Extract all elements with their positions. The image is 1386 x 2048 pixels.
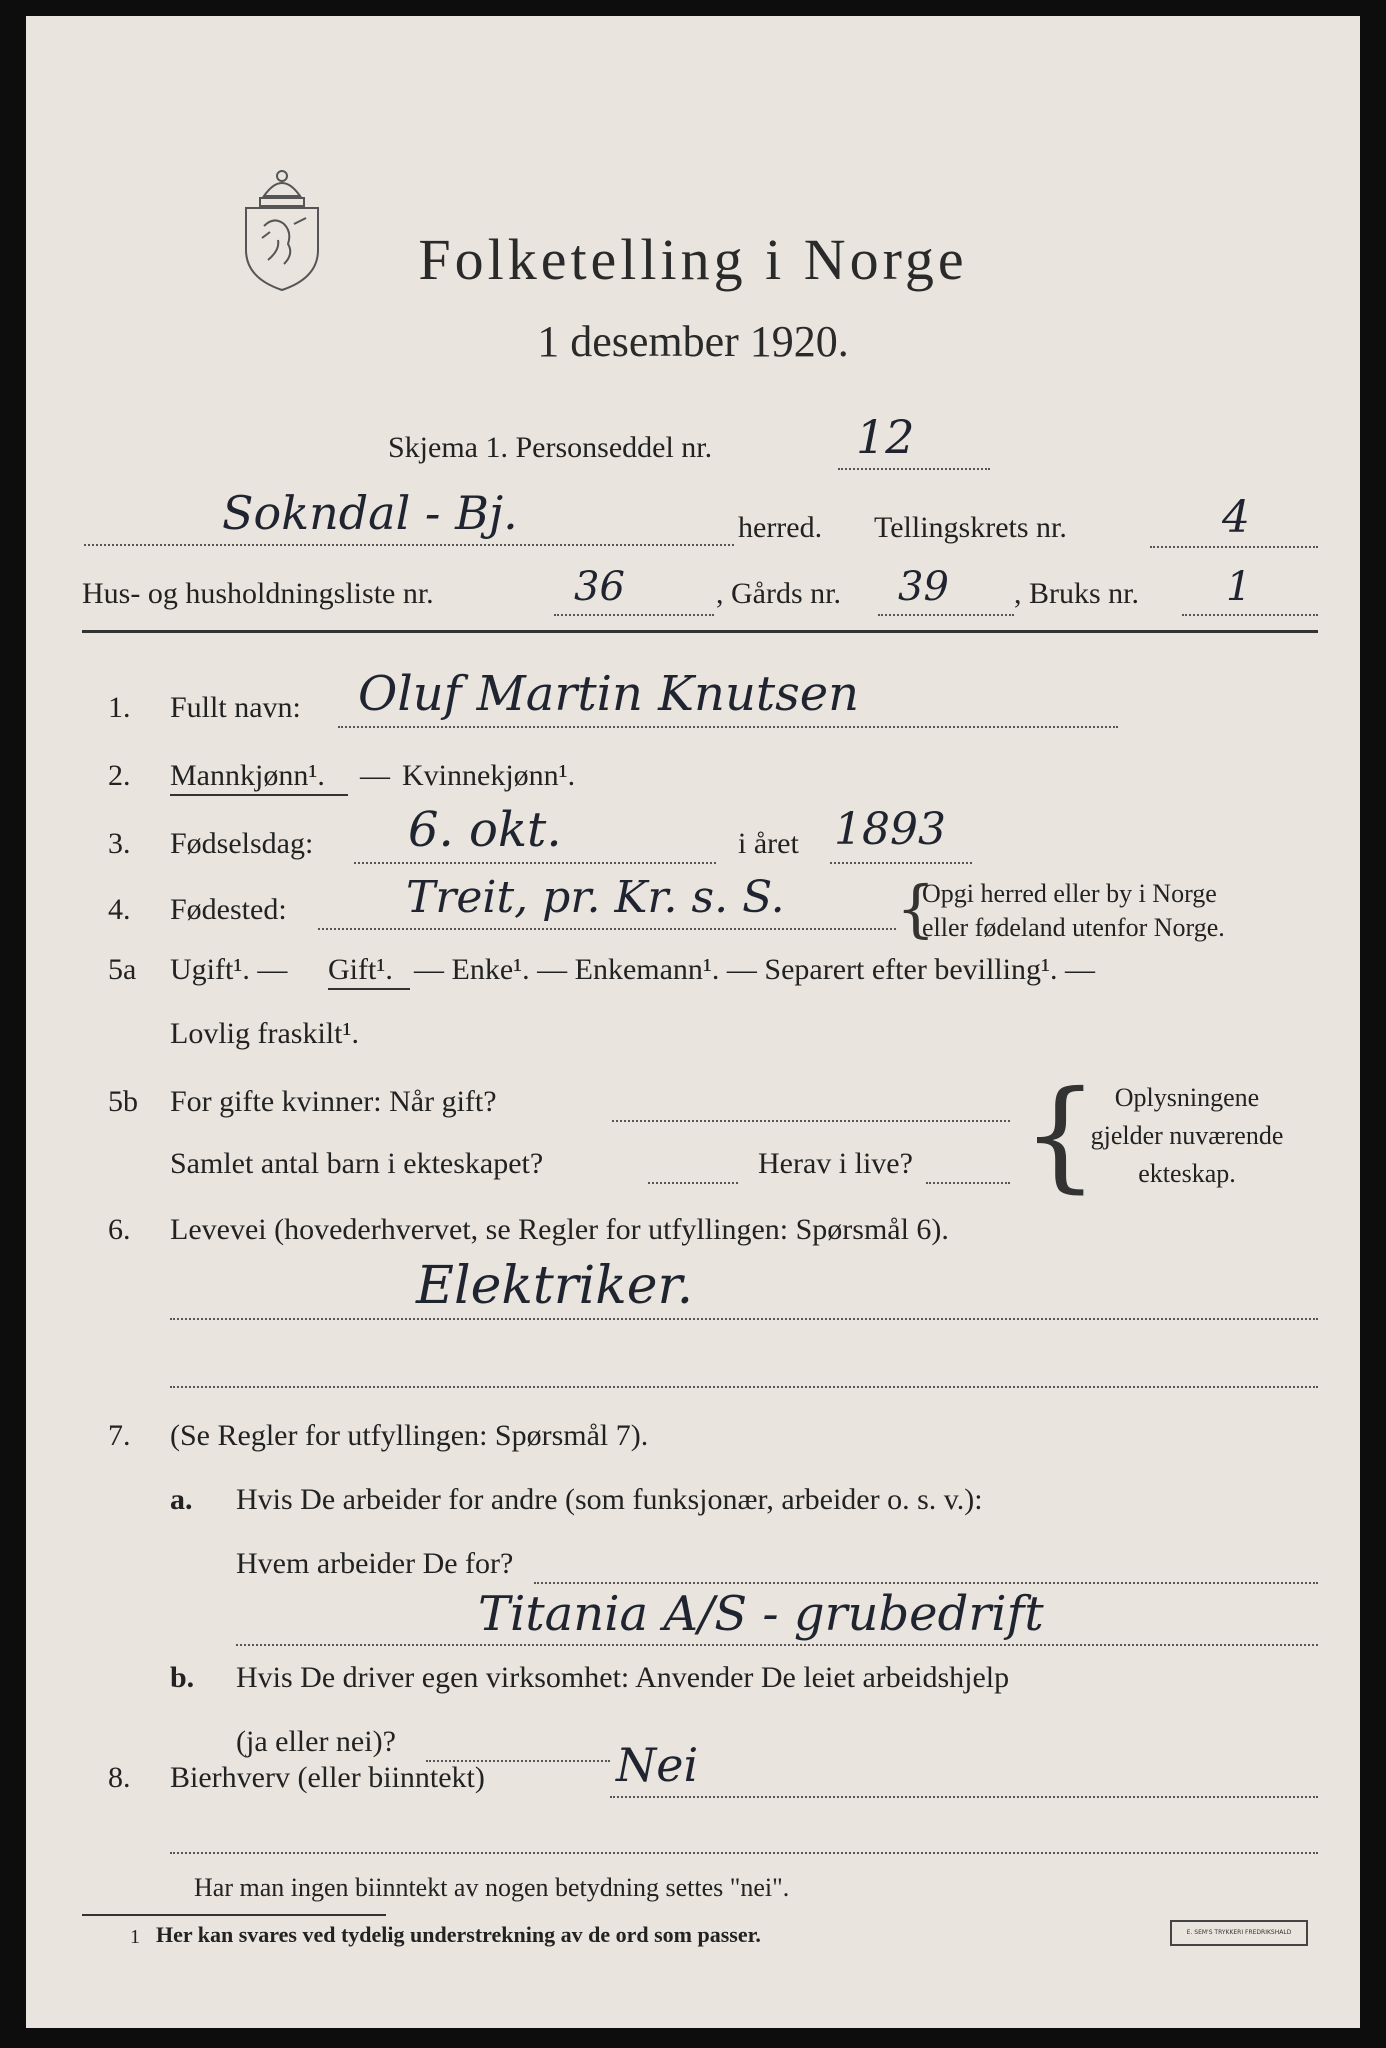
employer-value: Titania A/S - grubedrift <box>478 1586 1044 1642</box>
form-date: 1 desember 1920. <box>537 317 849 366</box>
bruks-line <box>1182 614 1318 616</box>
hus-line <box>554 614 714 616</box>
tellingskrets-value: 4 <box>1222 492 1250 543</box>
q5a-number: 5a <box>108 953 137 986</box>
q7b-question: (ja eller nei)? <box>236 1725 396 1758</box>
tellingskrets-label: Tellingskrets nr. <box>874 511 1067 544</box>
q8-number: 8. <box>108 1761 131 1794</box>
q5b-alive-label: Herav i live? <box>758 1147 913 1180</box>
q4-note-line2: eller fødeland utenfor Norge. <box>922 913 1225 942</box>
q1-line <box>338 726 1118 728</box>
q5b-children-line <box>648 1182 738 1184</box>
q7a-who-label: Hvem arbeider De for? <box>236 1547 514 1580</box>
footnote-marker: 1 <box>130 1926 140 1948</box>
male-option: Mannkjønn¹. <box>170 759 325 792</box>
year-label: i året <box>738 827 799 860</box>
municipality-line <box>84 544 734 546</box>
q1-label: Fullt navn: <box>170 691 301 724</box>
census-form-sheet <box>26 16 1360 2028</box>
male-underline <box>170 794 348 796</box>
q5a-other-options: — Enke¹. — Enkemann¹. — Separert efter bevilling¹. — <box>414 953 1095 986</box>
gards-value: 39 <box>898 564 949 610</box>
footnote-rule <box>82 1914 386 1916</box>
occupation-value: Elektriker. <box>416 1256 694 1316</box>
full-name-value: Oluf Martin Knutsen <box>358 666 860 722</box>
q5b-number: 5b <box>108 1085 138 1118</box>
municipality-value: Sokndal - Bj. <box>222 486 518 540</box>
q8-line2 <box>170 1852 1318 1854</box>
q3-label: Fødselsdag: <box>170 827 314 860</box>
q3-line <box>354 862 716 864</box>
gards-label: , Gårds nr. <box>716 577 841 610</box>
printer-stamp <box>1170 1920 1308 1946</box>
q6-line2 <box>170 1386 1318 1388</box>
q5b-married-when: For gifte kvinner: Når gift? <box>170 1085 497 1118</box>
q4-note-line1: Opgi herred eller by i Norge <box>922 879 1217 908</box>
q4-brace: { <box>896 872 936 945</box>
ugift-option: Ugift¹. — <box>170 953 288 986</box>
q3-number: 3. <box>108 827 131 860</box>
q2-separator: — <box>360 759 390 792</box>
side-income-value: Nei <box>616 1738 699 1792</box>
q5b-children-label: Samlet antal barn i ekteskapet? <box>170 1147 544 1180</box>
gift-option: Gift¹. <box>328 953 393 986</box>
tellingskrets-line <box>1150 546 1318 548</box>
gift-underline <box>328 988 410 990</box>
personseddel-label: Skjema 1. Personseddel nr. <box>388 431 713 464</box>
q7a-letter: a. <box>170 1483 193 1516</box>
gards-line <box>878 614 1014 616</box>
q6-line1 <box>170 1318 1318 1320</box>
q5b-line1 <box>612 1120 1010 1122</box>
bruks-label: , Bruks nr. <box>1014 577 1140 610</box>
birthplace-value: Treit, pr. Kr. s. S. <box>406 872 785 923</box>
herred-label: herred. <box>738 511 823 544</box>
hus-value: 36 <box>574 564 625 610</box>
q2-number: 2. <box>108 759 131 792</box>
q5b-brace: { <box>1022 1066 1099 1205</box>
q8-label: Bierhverv (eller biinntekt) <box>170 1761 485 1794</box>
q7a-who-line1 <box>534 1582 1318 1584</box>
year-line <box>830 862 972 864</box>
form-title: Folketelling i Norge <box>418 227 968 292</box>
lovlig-fraskilt-option: Lovlig fraskilt¹. <box>170 1017 359 1050</box>
q7a-text: Hvis De arbeider for andre (som funksjonær, arbeider o. s. v.): <box>236 1483 983 1516</box>
footnote-text: Her kan svares ved tydelig understrekning av de ord som passer. <box>156 1922 761 1947</box>
q5b-alive-line <box>926 1182 1010 1184</box>
q4-label: Fødested: <box>170 893 287 926</box>
q5b-note-line2: gjelder nuværende <box>1090 1121 1284 1150</box>
q6-number: 6. <box>108 1213 131 1246</box>
birth-year-value: 1893 <box>834 804 946 855</box>
bruks-value: 1 <box>1226 564 1252 610</box>
q7b-text: Hvis De driver egen virksomhet: Anvender De leiet arbeidshjelp <box>236 1661 1010 1694</box>
q7b-letter: b. <box>170 1661 195 1694</box>
birthday-value: 6. okt. <box>408 802 562 858</box>
q5b-note-line1: Oplysningene <box>1114 1083 1260 1112</box>
q4-number: 4. <box>108 893 131 926</box>
hus-label: Hus- og husholdningsliste nr. <box>82 577 434 610</box>
q5b-note-line3: ekteskap. <box>1138 1159 1236 1188</box>
q8-line <box>610 1796 1318 1798</box>
personseddel-value: 12 <box>856 410 915 464</box>
q7-number: 7. <box>108 1419 131 1452</box>
q4-line <box>318 928 896 930</box>
female-option: Kvinnekjønn¹. <box>402 759 576 792</box>
q7a-who-line2 <box>236 1644 1318 1646</box>
q1-number: 1. <box>108 691 131 724</box>
printer-stamp-text: E. SEM'S TRYKKERI FREDRIKSHALD <box>1186 1929 1292 1936</box>
q6-label: Levevei (hovederhvervet, se Regler for utfyllingen: Spørsmål 6). <box>170 1213 949 1246</box>
section-divider <box>82 630 1318 633</box>
nei-note: Har man ingen biinntekt av nogen betydning settes "nei". <box>194 1873 790 1902</box>
q7-label: (Se Regler for utfyllingen: Spørsmål 7). <box>170 1419 649 1452</box>
personseddel-line <box>838 468 990 470</box>
